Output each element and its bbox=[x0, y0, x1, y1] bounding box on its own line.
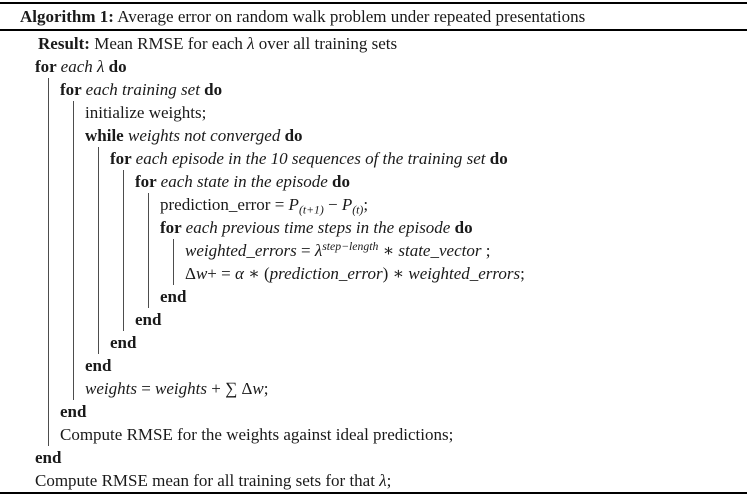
text-segment: each λ bbox=[60, 57, 109, 76]
text-segment: λ bbox=[247, 34, 255, 53]
text-segment: w bbox=[195, 264, 208, 283]
text-segment: + ∑ Δ bbox=[207, 379, 253, 398]
text-segment: ∗ bbox=[378, 241, 399, 260]
loop-header-line bbox=[135, 170, 747, 193]
end-keyword: end bbox=[110, 333, 137, 352]
text-segment: initialize weights; bbox=[85, 103, 207, 122]
text-segment: do bbox=[454, 218, 473, 237]
text-segment: over all training sets bbox=[254, 34, 398, 53]
text-segment: do bbox=[204, 80, 223, 99]
text-segment: do bbox=[489, 149, 508, 168]
statement-line bbox=[35, 469, 747, 492]
text-segment: prediction_error = bbox=[160, 195, 289, 214]
text-segment: each episode in the 10 sequences of the training set bbox=[135, 149, 490, 168]
statement-line bbox=[160, 193, 747, 216]
text-segment: (t+1) bbox=[298, 203, 324, 217]
text-segment: P bbox=[341, 195, 353, 214]
end-keyword: end bbox=[60, 402, 87, 421]
text-segment: each state in the episode bbox=[160, 172, 333, 191]
loop-block bbox=[160, 216, 747, 308]
text-segment: w bbox=[252, 379, 264, 398]
text-segment: do bbox=[284, 126, 303, 145]
text-segment: ; bbox=[386, 471, 392, 490]
statement-line bbox=[185, 239, 747, 262]
text-segment: α bbox=[234, 264, 244, 283]
text-segment: + = bbox=[207, 264, 235, 283]
text-segment: each training set bbox=[85, 80, 205, 99]
text-segment: for bbox=[60, 80, 86, 99]
text-segment: P bbox=[288, 195, 299, 214]
text-segment: Compute RMSE for the weights against ideal predictions; bbox=[60, 425, 454, 444]
text-segment: weights bbox=[85, 379, 137, 398]
algorithm-body bbox=[0, 31, 747, 492]
statement-line bbox=[60, 423, 747, 446]
loop-body bbox=[173, 239, 747, 285]
loop-block bbox=[135, 170, 747, 331]
end-keyword: end bbox=[160, 287, 187, 306]
loop-block bbox=[85, 124, 747, 377]
text-segment: do bbox=[332, 172, 350, 191]
loop-header-line bbox=[60, 78, 747, 101]
statement-line bbox=[185, 262, 747, 285]
text-segment: for bbox=[160, 218, 186, 237]
text-segment: weights bbox=[155, 379, 207, 398]
loop-body bbox=[148, 193, 747, 308]
text-segment: ) ∗ bbox=[382, 264, 409, 283]
text-segment: ; bbox=[263, 379, 269, 398]
text-segment: λ bbox=[379, 471, 387, 490]
algorithm-caption bbox=[0, 4, 747, 29]
statement-line bbox=[85, 377, 747, 400]
end-keyword: end bbox=[35, 448, 62, 467]
loop-end-line bbox=[110, 331, 747, 354]
bottom-rule bbox=[0, 492, 747, 494]
loop-header-line bbox=[110, 147, 747, 170]
loop-end-line bbox=[135, 308, 747, 331]
text-segment: − bbox=[323, 195, 342, 214]
text-segment: ; bbox=[363, 195, 369, 214]
text-segment: prediction_error bbox=[269, 264, 383, 283]
text-segment: = bbox=[136, 379, 156, 398]
loop-body bbox=[98, 147, 747, 354]
loop-end-line bbox=[85, 354, 747, 377]
text-segment: Result: bbox=[38, 34, 90, 53]
text-segment: Δ bbox=[185, 264, 196, 283]
text-segment: for bbox=[135, 172, 161, 191]
result-line bbox=[35, 32, 747, 55]
loop-end-line bbox=[35, 446, 747, 469]
text-segment: λ bbox=[314, 241, 323, 260]
text-segment: for bbox=[35, 57, 61, 76]
text-segment: weighted_errors bbox=[408, 264, 521, 283]
algorithm-caption-label: Algorithm 1: bbox=[20, 7, 114, 26]
text-segment: each previous time steps in the episode bbox=[185, 218, 455, 237]
loop-body bbox=[48, 78, 747, 446]
loop-header-line bbox=[160, 216, 747, 239]
text-segment: (t) bbox=[352, 203, 364, 217]
text-segment: ∗ ( bbox=[243, 264, 270, 283]
text-segment: ; bbox=[520, 264, 525, 283]
loop-block bbox=[35, 55, 747, 469]
loop-block bbox=[110, 147, 747, 354]
text-segment: weights not converged bbox=[127, 126, 285, 145]
algorithm-caption-text: Average error on random walk problem under repeated presentations bbox=[113, 7, 586, 26]
end-keyword: end bbox=[135, 310, 162, 329]
text-segment: for bbox=[110, 149, 136, 168]
loop-header-line bbox=[35, 55, 747, 78]
loop-end-line bbox=[60, 400, 747, 423]
text-segment: = bbox=[296, 241, 315, 260]
text-segment: state_vector bbox=[398, 241, 482, 260]
loop-end-line bbox=[160, 285, 747, 308]
text-segment: while bbox=[85, 126, 128, 145]
statement-line bbox=[85, 101, 747, 124]
loop-body bbox=[73, 101, 747, 400]
loop-body bbox=[123, 170, 747, 331]
text-segment: ; bbox=[481, 241, 491, 260]
text-segment: do bbox=[108, 57, 127, 76]
text-segment: Compute RMSE mean for all training sets for that bbox=[35, 471, 380, 490]
text-segment: weighted_errors bbox=[185, 241, 297, 260]
loop-header-line bbox=[85, 124, 747, 147]
text-segment: step−length bbox=[322, 240, 379, 254]
text-segment: Mean RMSE for each bbox=[89, 34, 248, 53]
end-keyword: end bbox=[85, 356, 112, 375]
loop-block bbox=[60, 78, 747, 423]
